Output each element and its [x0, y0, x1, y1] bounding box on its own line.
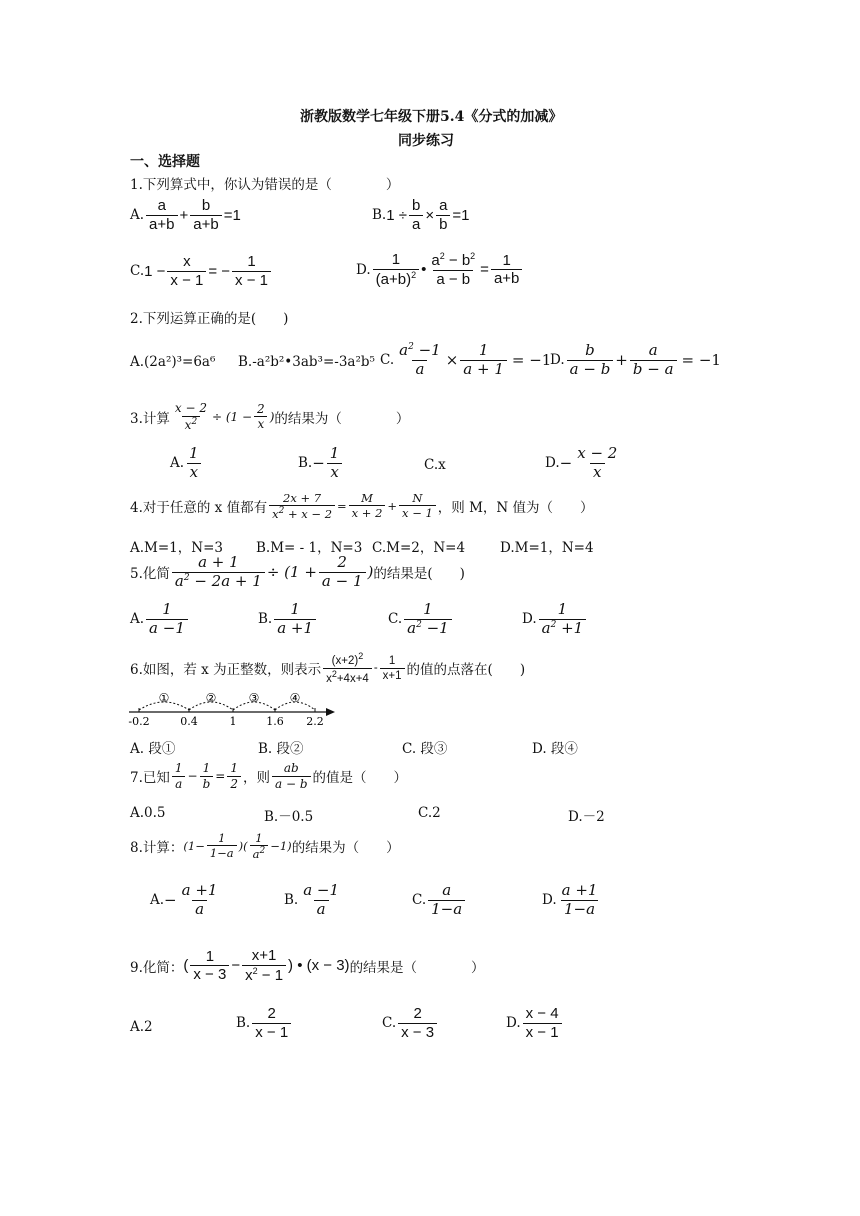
- arrow-icon: [326, 708, 335, 716]
- section-heading: 一、选择题: [130, 154, 200, 170]
- q6-option-d: D. 段④: [532, 741, 578, 757]
- option-label: A.: [130, 611, 145, 628]
- q4-option-c: C.M=2，N=4: [372, 540, 466, 556]
- option-label: A.: [130, 207, 145, 224]
- equation-result: = −1: [681, 351, 721, 370]
- q3-option-b: B. − $\frac{1}{x}$: [298, 446, 344, 481]
- equation-result: = −1: [511, 351, 552, 370]
- q6-option-c: C. 段③: [402, 741, 448, 757]
- q3-option-d: D. − $\frac{x - 2}{x}$: [545, 444, 618, 481]
- question-5-stem: 5.化简 $\frac{a + 1}{a^2 - 2a + 1}$ ÷ (1 + $\frac{2}{a - 1}$ ) 的结果是( ): [130, 553, 465, 590]
- option-label: C.: [130, 263, 145, 280]
- q9-option-c: C. $\frac{2}{x - 3}$: [382, 1006, 439, 1041]
- option-label: D.: [506, 1015, 521, 1032]
- number-line-tick-label: 1: [229, 715, 237, 728]
- option-label: B.: [372, 207, 387, 224]
- question-9-stem: 9.化简： ( $\frac{1}{x - 3}$ − $\frac{x+1}{x^2 - 1}$ ) • (x − 3) 的结果是（ ）: [130, 947, 485, 984]
- question-8-stem: 8.计算： (1− $\frac{1}{1-a}$ )( $\frac{1}{a^2}$ −1) 的结果为（ ）: [130, 831, 400, 861]
- q7-option-d: D.－2: [568, 809, 605, 825]
- question-2-stem: 2.下列运算正确的是( ): [130, 311, 289, 327]
- question-3-stem: 3.计算 $\frac{x - 2}{x^2}$ ÷ (1 − $\frac{2}{x}$ ) 的结果为（ ）: [130, 401, 410, 432]
- option-label: B.: [284, 892, 299, 909]
- number-line-segment-label: ②: [205, 691, 217, 705]
- q8-option-a: A. − $\frac{a +1}{a}$: [150, 881, 218, 918]
- option-label: B.: [236, 1015, 251, 1032]
- number-line-tick-label: 1.6: [266, 715, 284, 728]
- q8-option-d: D. $\frac{a +1}{1-a}$: [542, 881, 598, 918]
- q5-option-a: A. $\frac{1}{a -1}$: [130, 602, 190, 637]
- q9-option-d: D. $\frac{x - 4}{x - 1}$: [506, 1006, 564, 1041]
- q1-option-b: B. 1 ÷ $\frac{b}{a}$ × $\frac{a}{b}$ =1: [372, 197, 470, 233]
- q8-option-c: C. $\frac{a}{1-a}$: [412, 883, 467, 918]
- number-line-segment-label: ①: [158, 691, 170, 705]
- option-label: C.: [388, 611, 403, 628]
- q3-option-c: C.x: [424, 457, 446, 473]
- option-label: D.: [522, 611, 537, 628]
- question-4-stem: 4.对于任意的 x 值都有 $\frac{2x + 7}{x^2 + x - 2}$ = $\frac{M}{x + 2}$ + $\frac{N}{x - 1}$ ，则 M，N 值为（ ）: [130, 491, 594, 521]
- option-label: B.: [258, 611, 273, 628]
- page-subtitle: 同步练习: [398, 133, 454, 149]
- q2-option-d: D. $\frac{b}{a - b}$ + $\frac{a}{b - a}$ = −1: [550, 341, 721, 378]
- q6-option-b: B. 段②: [258, 741, 304, 757]
- option-label: B.: [298, 455, 313, 472]
- q2-option-b: B.-a²b²•3ab³=-3a²b⁵: [238, 354, 375, 370]
- q4-option-d: D.M=1，N=4: [500, 540, 594, 556]
- q4-option-b: B.M= - 1，N=3: [256, 540, 363, 556]
- q2-option-c: C. $\frac{a^2 -1}{a}$ × $\frac{1}{a + 1}$ = −1: [380, 341, 552, 378]
- equation-result: =1: [452, 206, 470, 224]
- option-label: D.: [545, 455, 560, 472]
- q1-option-c: C. 1 − $\frac{x}{x - 1}$ = − $\frac{1}{x - 1}$: [130, 254, 273, 289]
- question-7-stem: 7.已知 $\frac{1}{a}$ − $\frac{1}{b}$ = $\frac{1}{2}$ ，则 $\frac{ab}{a - b}$ 的值是（ ）: [130, 761, 408, 791]
- q3-option-a: A. $\frac{1}{x}$: [170, 446, 204, 481]
- page-title: 浙教版数学七年级下册5.4《分式的加减》: [300, 109, 563, 125]
- option-label: C.: [382, 1015, 397, 1032]
- q1-option-a: A. $\frac{a}{a+b}$ + $\frac{b}{a+b}$ =1: [130, 197, 241, 233]
- q1-option-d: D. $\frac{1}{(a+b)^2}$ • $\frac{a^2 - b^2}{a - b}$ = $\frac{1}{a+b}$: [356, 252, 524, 288]
- q4-option-a: A.M=1，N=3: [130, 540, 223, 556]
- number-line-tick-label: 0.4: [180, 715, 198, 728]
- q7-option-b: B.－0.5: [264, 809, 314, 825]
- number-line-figure: [125, 688, 340, 730]
- q5-option-b: B. $\frac{1}{a +1}$: [258, 602, 318, 637]
- option-label: C.: [380, 352, 395, 369]
- q5-option-c: C. $\frac{1}{a^2 -1}$: [388, 602, 454, 637]
- option-label: C.: [412, 892, 427, 909]
- q7-option-a: A.0.5: [130, 805, 166, 821]
- q9-option-a: A.2: [130, 1019, 153, 1035]
- q6-option-a: A. 段①: [130, 741, 176, 757]
- number-line-tick-label: -0.2: [128, 715, 150, 728]
- q7-option-c: C.2: [418, 805, 441, 821]
- equation-result: =1: [223, 206, 241, 224]
- option-label: D.: [542, 892, 557, 909]
- question-1-stem: 1.下列算式中，你认为错误的是（ ）: [130, 177, 400, 193]
- option-label: A.: [170, 455, 185, 472]
- option-label: D.: [356, 261, 371, 278]
- question-6-stem: 6.如图，若 x 为正整数，则表示 $\frac{(x+2)^2}{x^2+4x+4}$ - $\frac{1}{x+1}$ 的值的点落在( ): [130, 651, 526, 685]
- q8-option-b: B. $\frac{a -1}{a}$: [284, 881, 340, 918]
- q9-option-b: B. $\frac{2}{x - 1}$: [236, 1006, 293, 1041]
- option-label: D.: [550, 352, 565, 369]
- q2-option-a: A.(2a²)³=6a⁶: [130, 354, 216, 370]
- number-line-segment-label: ③: [248, 691, 260, 705]
- q5-option-d: D. $\frac{1}{a^2 +1}$: [522, 602, 588, 637]
- option-label: A.: [150, 892, 165, 909]
- number-line-segment-label: ④: [289, 691, 301, 705]
- number-line-tick-label: 2.2: [306, 715, 324, 728]
